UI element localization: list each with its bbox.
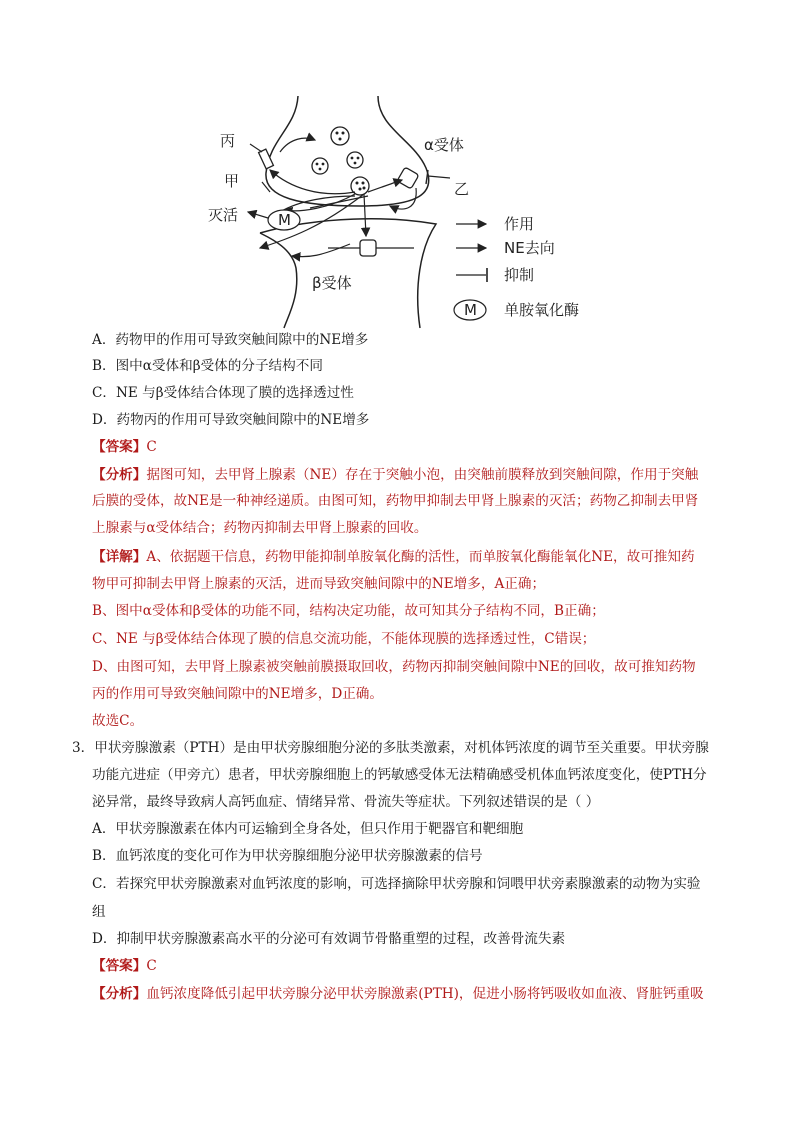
beta-receptor [360, 240, 376, 256]
legend-label-action: 作用 [504, 215, 535, 233]
q2-analysis-line-2: 后膜的受体，故NE是一种神经递质。由图可知，药物甲抑制去甲肾上腺素的灭活；药物乙抑制去甲肾 [92, 493, 699, 509]
q2-detail-line-3: B、图中α受体和β受体的功能不同，结构决定功能，故可知其分子结构不同，B正确； [92, 603, 605, 619]
label-jia: 甲 [224, 172, 240, 190]
presynaptic-membrane [266, 96, 429, 206]
q2-option-d: D．药物丙的作用可导致突触间隙中的NE增多 [92, 412, 370, 428]
q2-detail-line-2: 物甲可抑制去甲肾上腺素的灭活，进而导致突触间隙中的NE增多，A正确； [92, 576, 546, 592]
legend-label-ne-direction: NE去向 [504, 239, 555, 257]
legend [454, 215, 579, 320]
q3-stem-line-2: 功能亢进症（甲旁亢）患者，甲状旁腺细胞上的钙敏感受体无法精确感受机体血钙浓度变化，使PTH分 [92, 767, 707, 783]
q3-stem-line-1: 3．甲状旁腺激素（PTH）是由甲状旁腺细胞分泌的多肽类激素，对机体钙浓度的调节至关重要。甲状旁腺 [72, 740, 709, 756]
q3-option-d: D．抑制甲状旁腺激素高水平的分泌可有效调节骨骼重塑的过程，改善骨流失素 [92, 931, 566, 947]
label-beta-receptor: β受体 [312, 274, 352, 292]
q2-answer-value: C [146, 439, 157, 455]
q2-analysis-tag: 【分析】 [92, 467, 147, 483]
q2-answer [92, 438, 157, 456]
label-miehuo: 灭活 [208, 206, 239, 224]
q3-option-c-cont: 组 [92, 904, 106, 920]
postsynaptic-membrane [260, 233, 297, 328]
q3-answer-value: C [146, 958, 157, 974]
legend-label-mao: 单胺氧化酶 [504, 301, 580, 319]
q3-stem-line-3: 泌异常，最终导致病人高钙血症、情绪异常、骨流失等症状。下列叙述错误的是（ ） [92, 794, 600, 810]
synaptic-vesicles [312, 127, 369, 195]
q2-detail-line-4: C、NE 与β受体结合体现了膜的信息交流功能，不能体现膜的选择透过性，C错误； [92, 631, 596, 647]
legend-mao-symbol: M [464, 301, 477, 319]
label-bing: 丙 [220, 132, 236, 150]
q3-analysis-line-1: 【分析】血钙浓度降低引起甲状旁腺分泌甲状旁腺激素(PTH)，促进小肠将钙吸收如血液、肾脏钙重吸 [92, 986, 704, 1002]
q2-option-a: A．药物甲的作用可导致突触间隙中的NE增多 [92, 332, 369, 348]
q3-option-c: C．若探究甲状旁腺激素对血钙浓度的影响，可选择摘除甲状旁腺和饲喂甲状旁素腺激素的动物为实验 [92, 876, 701, 892]
label-alpha-receptor: α受体 [424, 136, 464, 154]
q3-answer [92, 957, 157, 975]
q3-answer-tag: 【答案】 [92, 958, 147, 974]
q2-analysis-line-1: 【分析】据图可知，去甲肾上腺素（NE）存在于突触小泡，由突触前膜释放到突触间隙，作用于突触 [92, 467, 699, 483]
q2-detail-tag: 【详解】 [92, 549, 147, 565]
label-yi: 乙 [454, 180, 470, 198]
q3-option-b: B．血钙浓度的变化可作为甲状旁腺细胞分泌甲状旁腺激素的信号 [92, 848, 483, 864]
alpha-receptor [397, 167, 419, 189]
legend-label-inhibit: 抑制 [504, 266, 535, 284]
q2-option-c: C．NE 与β受体结合体现了膜的选择透过性 [92, 385, 354, 401]
q3-option-a: A．甲状旁腺激素在体内可运输到全身各处，但只作用于靶器官和靶细胞 [92, 821, 524, 837]
q2-analysis-line-3: 上腺素与α受体结合；药物丙抑制去甲肾上腺素的回收。 [92, 520, 428, 536]
mao-label: M [278, 211, 291, 229]
q3-analysis-tag: 【分析】 [92, 986, 147, 1002]
synapse-diagram [200, 88, 620, 328]
q2-detail-line-5: D、由图可知，去甲肾上腺素被突触前膜摄取回收，药物丙抑制突触间隙中NE的回收，故可推知药物 [92, 659, 696, 675]
q2-answer-tag: 【答案】 [92, 439, 147, 455]
q2-conclusion: 故选C。 [92, 713, 144, 729]
q2-detail-line-1: 【详解】A、依据题干信息，药物甲能抑制单胺氧化酶的活性，而单胺氧化酶能氧化NE，故可推知药 [92, 549, 695, 565]
q2-detail-line-6: 丙的作用可导致突触间隙中的NE增多，D正确。 [92, 686, 383, 702]
q2-option-b: B．图中α受体和β受体的分子结构不同 [92, 358, 323, 374]
